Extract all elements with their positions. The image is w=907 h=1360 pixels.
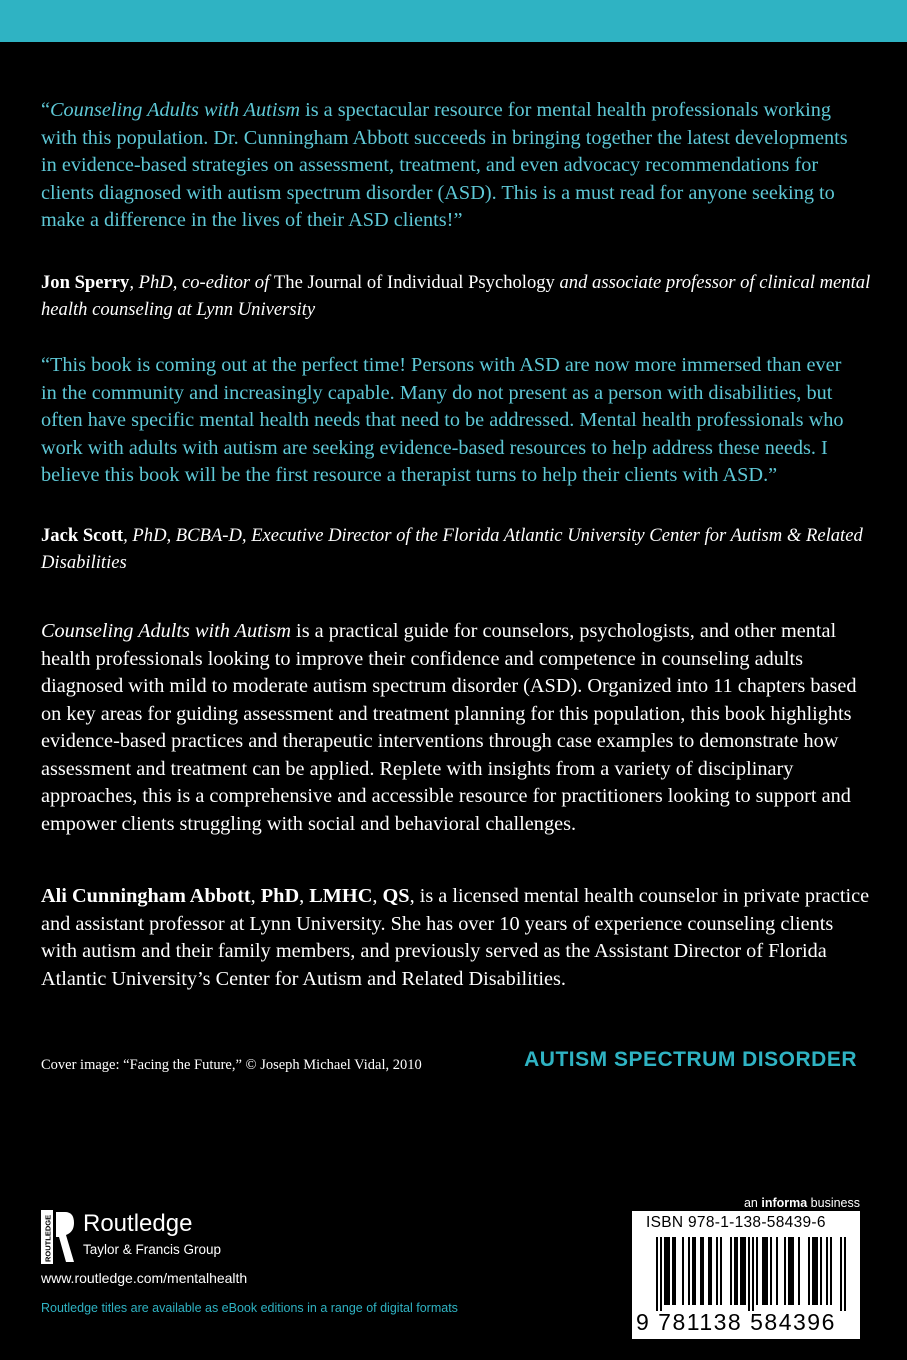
barcode-bar (660, 1237, 662, 1311)
barcode-bar (674, 1237, 676, 1305)
quote-1-credential-b: and associate professor of clinical mental health counseling at Lynn University (41, 272, 871, 320)
author-name: Ali Cunningham Abbott (41, 885, 251, 907)
barcode-bar (764, 1237, 766, 1305)
barcode-bar (656, 1237, 658, 1311)
barcode-bar (664, 1237, 666, 1305)
isbn-label: ISBN 978-1-138-58439-6 (646, 1214, 826, 1231)
endorsement-quote-2: “This book is coming out at the perfect time! Persons with ASD are now more immersed than ever in the community and increasingly capable. Many do not present as a person with disabilities, but often have specific mental health needs that need to be addressed. Mental health professionals who work with adults with autism are seeking evidence-based resources to help address these needs. I believe this book will be the first resource a therapist turns to help their clients with ASD.” (41, 354, 844, 486)
barcode-digits: 9 781138 584396 (636, 1309, 836, 1335)
informa-suffix: business (807, 1196, 860, 1210)
cover-image-credit: Cover image: “Facing the Future,” © Joseph Michael Vidal, 2010 (41, 1057, 422, 1073)
barcode-bar (692, 1237, 694, 1305)
author-degree: QS (382, 885, 410, 907)
description-text: is a practical guide for counselors, psychologists, and other mental health professionals looking to improve their confidence and competence in counseling adults diagnosed with mild to moderate autism spectrum disorder (ASD). Organized into 11 chapters based on key areas for guiding assessment and treatment planning for this population, this book highlights evidence-based practices and therapeutic interventions through case examples to demonstrate how assessment and treatment can be applied. Replete with insights from a variety of disciplinary approaches, this is a comprehensive and accessible resource for practitioners looking to support and empower clients struggling with social and behavioral challenges. (41, 620, 857, 835)
description-book-title: Counseling Adults with Autism (41, 620, 291, 642)
ebook-availability-note: Routledge titles are available as eBook editions in a range of digital formats (41, 1301, 458, 1315)
quote-1-author: Jon Sperry (41, 272, 130, 293)
barcode-bar (736, 1237, 738, 1305)
barcode-bar (734, 1237, 736, 1305)
barcode-bar (830, 1237, 832, 1305)
barcode-bar (694, 1237, 696, 1305)
author-sep: , (372, 885, 383, 907)
book-description (41, 618, 871, 838)
author-bio-text: , is a licensed mental health counselor in private practice and assistant professor at Lynn University. She has over 10 years of experience counseling clients with autism and their family members, and previously served as the Assistant Director of Florida Atlantic University’s Center for Autism and Related Disabilities. (41, 885, 870, 990)
author-degree: LMHC (309, 885, 373, 907)
barcode-bar (790, 1237, 792, 1305)
logo-vertical-text: ROUTLEDGE (43, 1214, 53, 1262)
barcode-bar (748, 1237, 750, 1311)
isbn-barcode (632, 1211, 860, 1339)
informa-brand: informa (761, 1196, 808, 1210)
publisher-name: Routledge (83, 1210, 193, 1237)
barcode-bar (752, 1237, 754, 1311)
barcode-bar (770, 1237, 772, 1305)
barcode-bar (720, 1237, 722, 1305)
barcode-bar (700, 1237, 702, 1305)
barcode-bar (840, 1237, 842, 1311)
barcode-icon (640, 1237, 852, 1311)
barcode-bar (792, 1237, 794, 1305)
quote-1-journal: The Journal of Individual Psychology (273, 272, 555, 293)
barcode-bar (710, 1237, 712, 1305)
top-color-band (0, 0, 907, 42)
barcode-bar (708, 1237, 710, 1305)
barcode-bar (814, 1237, 816, 1305)
barcode-bar (716, 1237, 718, 1305)
author-sep: , (250, 885, 261, 907)
barcode-bar (816, 1237, 818, 1305)
barcode-bar (784, 1237, 786, 1305)
barcode-bar (788, 1237, 790, 1305)
informa-business-tagline (744, 1196, 860, 1210)
publisher-group: Taylor & Francis Group (83, 1242, 222, 1257)
barcode-bar (844, 1237, 846, 1311)
barcode-bar (820, 1237, 822, 1305)
barcode-bar (730, 1237, 732, 1305)
publisher-url[interactable]: www.routledge.com/mentalhealth (41, 1270, 248, 1286)
endorsement-attribution-1 (41, 270, 871, 323)
barcode-bar (826, 1237, 828, 1305)
informa-prefix: an (743, 1196, 762, 1210)
quote-1-credential-a: , PhD, co-editor of (129, 272, 274, 293)
author-degree: PhD (260, 885, 300, 907)
barcode-bar (762, 1237, 764, 1305)
barcode-bar (756, 1237, 758, 1305)
endorsement-attribution-2 (41, 523, 871, 576)
barcode-bar (682, 1237, 684, 1305)
quote-book-title: Counseling Adults with Autism (50, 99, 300, 121)
barcode-bar (740, 1237, 742, 1305)
barcode-bar (702, 1237, 704, 1305)
endorsement-quote-1 (41, 97, 861, 235)
author-sep: , (299, 885, 310, 907)
quote-2-author: Jack Scott (41, 525, 124, 546)
barcode-bar (808, 1237, 810, 1305)
barcode-bar (688, 1237, 690, 1305)
quote-2-credential: , PhD, BCBA-D, Executive Director of the Florida Atlantic University Center for Autism & Related Disabilities (41, 525, 863, 573)
publisher-logo (41, 1210, 281, 1270)
barcode-bar (812, 1237, 814, 1305)
barcode-bar (744, 1237, 746, 1305)
barcode-bar (766, 1237, 768, 1305)
routledge-logo-icon (41, 1210, 75, 1264)
quote-1-text: is a spectacular resource for mental health professionals working with this population. Dr. Cunningham Abbott succeeds in bringing together the latest developments in evidence-based strategies on assessment, treatment, and even advocacy recommendations for clients diagnosed with autism spectrum disorder (ASD). This is a must read for anyone seeking to make a difference in the lives of their ASD clients!” (41, 99, 848, 231)
subject-category: AUTISM SPECTRUM DISORDER (524, 1048, 857, 1071)
barcode-bar (668, 1237, 670, 1305)
quote-open-mark: “ (41, 99, 51, 121)
barcode-bar (776, 1237, 778, 1305)
author-bio (41, 883, 871, 993)
barcode-bar (666, 1237, 668, 1305)
barcode-bar (798, 1237, 800, 1305)
barcode-bar (742, 1237, 744, 1305)
barcode-bar (672, 1237, 674, 1305)
